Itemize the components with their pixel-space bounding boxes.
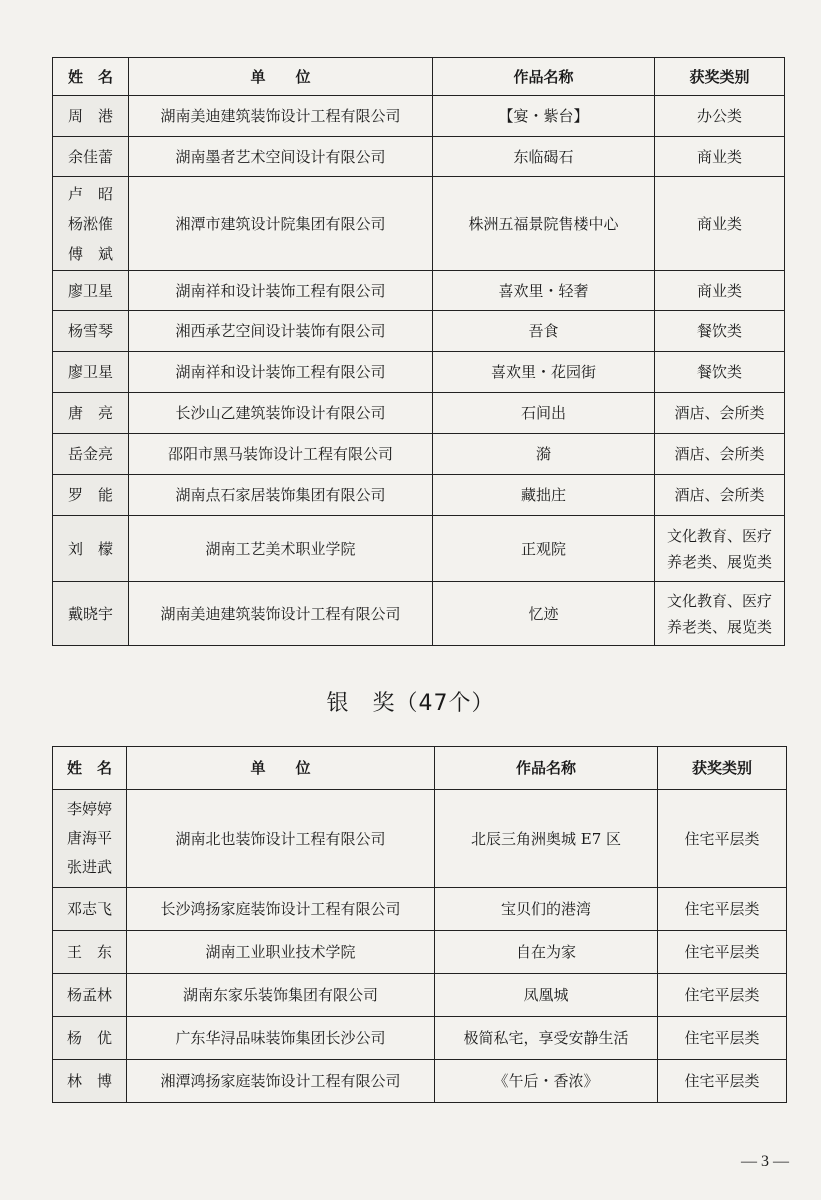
table-row bbox=[53, 311, 785, 352]
cell-work: 《午后・香浓》 bbox=[435, 1060, 658, 1103]
cell-category: 商业类 bbox=[655, 177, 785, 271]
cell-category: 住宅平层类 bbox=[658, 931, 787, 974]
cell-category: 住宅平层类 bbox=[658, 1060, 787, 1103]
table-row bbox=[53, 888, 787, 931]
cell-unit: 长沙山乙建筑装饰设计有限公司 bbox=[129, 393, 433, 434]
cell-category: 餐饮类 bbox=[655, 311, 785, 352]
cell-work: 凤凰城 bbox=[435, 974, 658, 1017]
table-row bbox=[53, 1060, 787, 1103]
table-header-row bbox=[53, 58, 785, 96]
cell-name: 周 港 bbox=[53, 96, 129, 137]
cell-work: 株洲五福景院售楼中心 bbox=[433, 177, 655, 271]
header-work: 作品名称 bbox=[433, 58, 655, 96]
cell-name: 杨孟林 bbox=[53, 974, 127, 1017]
cell-category: 办公类 bbox=[655, 96, 785, 137]
cell-work: 东临碣石 bbox=[433, 137, 655, 177]
table-row bbox=[53, 790, 787, 888]
cell-category: 文化教育、医疗 养老类、展览类 bbox=[655, 582, 785, 646]
cell-name: 唐 亮 bbox=[53, 393, 129, 434]
cell-name: 余佳蕾 bbox=[53, 137, 129, 177]
cell-category: 文化教育、医疗 养老类、展览类 bbox=[655, 516, 785, 582]
cell-unit: 湖南祥和设计装饰工程有限公司 bbox=[129, 271, 433, 311]
cell-unit: 湖南墨者艺术空间设计有限公司 bbox=[129, 137, 433, 177]
cell-unit: 湖南东家乐装饰集团有限公司 bbox=[127, 974, 435, 1017]
cell-work: 喜欢里・花园街 bbox=[433, 352, 655, 393]
cell-name: 杨雪琴 bbox=[53, 311, 129, 352]
header-unit: 单 位 bbox=[129, 58, 433, 96]
cell-unit: 湖南北也装饰设计工程有限公司 bbox=[127, 790, 435, 888]
table-row bbox=[53, 271, 785, 311]
table-row bbox=[53, 177, 785, 271]
cell-work: 宝贝们的港湾 bbox=[435, 888, 658, 931]
cell-work: 吾食 bbox=[433, 311, 655, 352]
table-row bbox=[53, 475, 785, 516]
cell-work: 北辰三角洲奥城 E7 区 bbox=[435, 790, 658, 888]
cell-unit: 湖南点石家居装饰集团有限公司 bbox=[129, 475, 433, 516]
cell-category: 餐饮类 bbox=[655, 352, 785, 393]
cell-unit: 邵阳市黑马装饰设计工程有限公司 bbox=[129, 434, 433, 475]
gold-award-table bbox=[52, 57, 785, 646]
header-work: 作品名称 bbox=[435, 747, 658, 790]
cell-name: 卢 昭 杨淞傕 傅 斌 bbox=[53, 177, 129, 271]
cell-name: 杨 优 bbox=[53, 1017, 127, 1060]
cell-unit: 湖南美迪建筑装饰设计工程有限公司 bbox=[129, 96, 433, 137]
cell-unit: 湘潭鸿扬家庭装饰设计工程有限公司 bbox=[127, 1060, 435, 1103]
table-row bbox=[53, 434, 785, 475]
cell-unit: 湖南工艺美术职业学院 bbox=[129, 516, 433, 582]
header-category: 获奖类别 bbox=[658, 747, 787, 790]
header-name: 姓 名 bbox=[53, 58, 129, 96]
section-title: 银 奖（47个） bbox=[326, 691, 495, 716]
cell-work: 自在为家 bbox=[435, 931, 658, 974]
table-row bbox=[53, 137, 785, 177]
header-name: 姓 名 bbox=[53, 747, 127, 790]
cell-name: 戴晓宇 bbox=[53, 582, 129, 646]
header-unit: 单 位 bbox=[127, 747, 435, 790]
cell-name: 林 博 bbox=[53, 1060, 127, 1103]
cell-unit: 湖南美迪建筑装饰设计工程有限公司 bbox=[129, 582, 433, 646]
cell-category: 住宅平层类 bbox=[658, 1017, 787, 1060]
table-row bbox=[53, 931, 787, 974]
table-header-row bbox=[53, 747, 787, 790]
cell-name: 王 东 bbox=[53, 931, 127, 974]
cell-unit: 广东华浔品味装饰集团长沙公司 bbox=[127, 1017, 435, 1060]
cell-unit: 湘西承艺空间设计装饰有限公司 bbox=[129, 311, 433, 352]
cell-category: 商业类 bbox=[655, 271, 785, 311]
table-row bbox=[53, 393, 785, 434]
silver-award-table bbox=[52, 746, 787, 1103]
cell-work: 藏拙庄 bbox=[433, 475, 655, 516]
cell-unit: 湖南祥和设计装饰工程有限公司 bbox=[129, 352, 433, 393]
cell-work: 漪 bbox=[433, 434, 655, 475]
cell-work: 忆迹 bbox=[433, 582, 655, 646]
header-category: 获奖类别 bbox=[655, 58, 785, 96]
cell-work: 【宴・紫台】 bbox=[433, 96, 655, 137]
cell-category: 住宅平层类 bbox=[658, 888, 787, 931]
cell-category: 住宅平层类 bbox=[658, 790, 787, 888]
table-row bbox=[53, 974, 787, 1017]
cell-category: 商业类 bbox=[655, 137, 785, 177]
table-row bbox=[53, 352, 785, 393]
cell-unit: 湖南工业职业技术学院 bbox=[127, 931, 435, 974]
cell-work: 正观院 bbox=[433, 516, 655, 582]
cell-name: 刘 檬 bbox=[53, 516, 129, 582]
cell-work: 石间出 bbox=[433, 393, 655, 434]
page-number: — 3 — bbox=[741, 1153, 789, 1170]
cell-unit: 湘潭市建筑设计院集团有限公司 bbox=[129, 177, 433, 271]
cell-category: 酒店、会所类 bbox=[655, 393, 785, 434]
cell-name: 廖卫星 bbox=[53, 271, 129, 311]
cell-name: 李婷婷 唐海平 张进武 bbox=[53, 790, 127, 888]
cell-name: 岳金亮 bbox=[53, 434, 129, 475]
cell-category: 住宅平层类 bbox=[658, 974, 787, 1017]
table-row bbox=[53, 96, 785, 137]
cell-work: 极简私宅，享受安静生活 bbox=[435, 1017, 658, 1060]
cell-unit: 长沙鸿扬家庭装饰设计工程有限公司 bbox=[127, 888, 435, 931]
cell-category: 酒店、会所类 bbox=[655, 475, 785, 516]
cell-name: 廖卫星 bbox=[53, 352, 129, 393]
table-row bbox=[53, 582, 785, 646]
cell-name: 罗 能 bbox=[53, 475, 129, 516]
cell-category: 酒店、会所类 bbox=[655, 434, 785, 475]
cell-work: 喜欢里・轻奢 bbox=[433, 271, 655, 311]
table-row bbox=[53, 516, 785, 582]
cell-name: 邓志飞 bbox=[53, 888, 127, 931]
table-row bbox=[53, 1017, 787, 1060]
